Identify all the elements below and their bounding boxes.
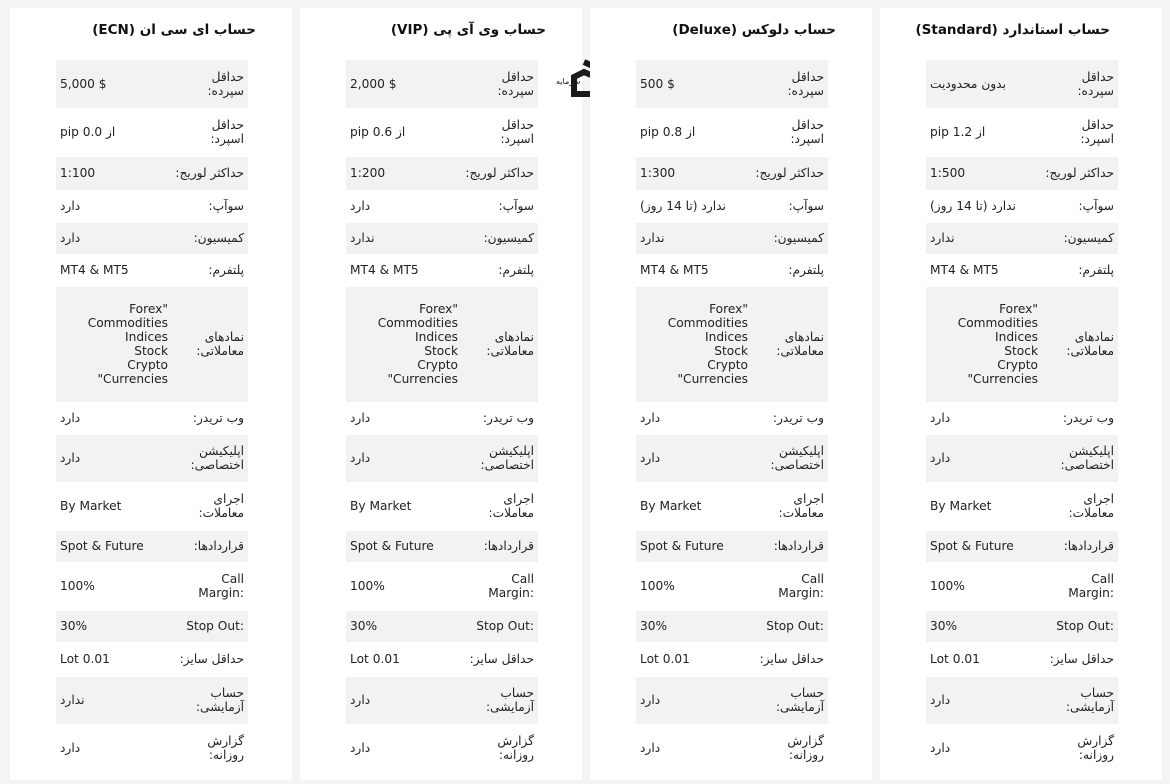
- account-spec-table: [56, 60, 248, 773]
- account-spec-table: [926, 60, 1118, 773]
- commission-value: ندارد: [346, 222, 458, 254]
- min-deposit-value: بدون محدودیت: [926, 60, 1038, 108]
- stop-out-value: 30%: [56, 610, 168, 642]
- table-row: [56, 254, 248, 286]
- table-row: [636, 60, 828, 108]
- platform-value: MT4 & MT5: [346, 254, 458, 286]
- max-leverage-value: 1:300: [636, 156, 748, 190]
- min-size-label: حداقل سایز:: [748, 642, 828, 676]
- commission-value: دارد: [56, 222, 168, 254]
- min-deposit-value: 5,000 $: [56, 60, 168, 108]
- account-card-vip: [300, 8, 582, 780]
- table-row: [926, 402, 1118, 434]
- table-row: [636, 434, 828, 482]
- table-row: [636, 254, 828, 286]
- web-trader-label: وب تریدر:: [458, 402, 538, 434]
- table-row: [926, 530, 1118, 562]
- min-deposit-value: 500 $: [636, 60, 748, 108]
- stop-out-label: Stop Out:: [458, 610, 538, 642]
- app-label: اپلیکیشن اختصاصی:: [1038, 434, 1118, 482]
- table-row: [636, 156, 828, 190]
- table-row: [926, 254, 1118, 286]
- commission-value: ندارد: [926, 222, 1038, 254]
- table-row: [56, 676, 248, 724]
- daily-report-label: گزارش روزانه:: [1038, 724, 1118, 772]
- table-row: [56, 562, 248, 610]
- swap-label: سوآپ:: [1038, 190, 1118, 222]
- table-row: [56, 222, 248, 254]
- table-row: [56, 190, 248, 222]
- daily-report-value: دارد: [56, 724, 168, 772]
- swap-value: ندارد (تا 14 روز): [926, 190, 1038, 222]
- swap-value: دارد: [346, 190, 458, 222]
- table-row: [636, 222, 828, 254]
- web-trader-label: وب تریدر:: [168, 402, 248, 434]
- margin-call-label: Call Margin:: [1038, 562, 1118, 610]
- account-title: حساب استاندارد (Standard): [915, 22, 1110, 38]
- max-leverage-value: 1:200: [346, 156, 458, 190]
- max-leverage-label: حداکثر لوریج:: [458, 156, 538, 190]
- symbols-label: نمادهای معاملاتی:: [458, 286, 538, 402]
- table-row: [926, 642, 1118, 676]
- min-size-label: حداقل سایز:: [458, 642, 538, 676]
- execution-label: اجرای معاملات:: [168, 482, 248, 530]
- swap-label: سوآپ:: [168, 190, 248, 222]
- margin-call-label: Call Margin:: [458, 562, 538, 610]
- demo-value: دارد: [346, 676, 458, 724]
- min-spread-label: حداقل اسپرد:: [748, 108, 828, 156]
- swap-value: دارد: [56, 190, 168, 222]
- web-trader-label: وب تریدر:: [748, 402, 828, 434]
- table-row: [56, 482, 248, 530]
- demo-label: حساب آزمایشی:: [458, 676, 538, 724]
- table-row: [346, 156, 538, 190]
- table-row: [346, 642, 538, 676]
- platform-value: MT4 & MT5: [636, 254, 748, 286]
- platform-value: MT4 & MT5: [56, 254, 168, 286]
- commission-label: کمیسیون:: [1038, 222, 1118, 254]
- table-row: [926, 434, 1118, 482]
- table-row: [926, 562, 1118, 610]
- web-trader-value: دارد: [346, 402, 458, 434]
- contracts-value: Spot & Future: [636, 530, 748, 562]
- table-row: [636, 610, 828, 642]
- table-row: [926, 610, 1118, 642]
- contracts-value: Spot & Future: [926, 530, 1038, 562]
- min-size-value: 0.01 Lot: [346, 642, 458, 676]
- app-label: اپلیکیشن اختصاصی:: [458, 434, 538, 482]
- min-spread-value: از 0.6 pip: [346, 108, 458, 156]
- table-row: [636, 562, 828, 610]
- table-row: [346, 60, 538, 108]
- table-row: [636, 676, 828, 724]
- min-spread-value: از 1.2 pip: [926, 108, 1038, 156]
- symbols-value: Forex" Commodities Indices Stock Crypto "Currencies: [56, 286, 168, 402]
- table-row: [56, 108, 248, 156]
- margin-call-value: 100%: [636, 562, 748, 610]
- min-spread-value: از 0.8 pip: [636, 108, 748, 156]
- symbols-label: نمادهای معاملاتی:: [748, 286, 828, 402]
- web-trader-value: دارد: [926, 402, 1038, 434]
- app-value: دارد: [636, 434, 748, 482]
- execution-value: By Market: [636, 482, 748, 530]
- commission-label: کمیسیون:: [168, 222, 248, 254]
- daily-report-label: گزارش روزانه:: [458, 724, 538, 772]
- min-spread-label: حداقل اسپرد:: [458, 108, 538, 156]
- table-row: [346, 254, 538, 286]
- web-trader-value: دارد: [56, 402, 168, 434]
- table-row: [926, 156, 1118, 190]
- stop-out-label: Stop Out:: [748, 610, 828, 642]
- table-row: [56, 286, 248, 402]
- platform-label: پلتفرم:: [1038, 254, 1118, 286]
- stop-out-value: 30%: [926, 610, 1038, 642]
- table-row: [56, 434, 248, 482]
- swap-label: سوآپ:: [458, 190, 538, 222]
- daily-report-label: گزارش روزانه:: [748, 724, 828, 772]
- execution-label: اجرای معاملات:: [748, 482, 828, 530]
- table-row: [346, 402, 538, 434]
- margin-call-label: Call Margin:: [748, 562, 828, 610]
- table-row: [346, 562, 538, 610]
- table-row: [346, 190, 538, 222]
- app-value: دارد: [926, 434, 1038, 482]
- table-row: [56, 610, 248, 642]
- contracts-value: Spot & Future: [346, 530, 458, 562]
- table-row: [56, 724, 248, 772]
- min-deposit-label: حداقل سپرده:: [748, 60, 828, 108]
- platform-value: MT4 & MT5: [926, 254, 1038, 286]
- min-deposit-label: حداقل سپرده:: [1038, 60, 1118, 108]
- min-deposit-value: 2,000 $: [346, 60, 458, 108]
- table-row: [926, 724, 1118, 772]
- app-value: دارد: [346, 434, 458, 482]
- commission-value: ندارد: [636, 222, 748, 254]
- symbols-value: Forex" Commodities Indices Stock Crypto "Currencies: [926, 286, 1038, 402]
- table-row: [346, 724, 538, 772]
- table-row: [636, 108, 828, 156]
- table-row: [56, 642, 248, 676]
- max-leverage-label: حداکثر لوریج:: [748, 156, 828, 190]
- table-row: [636, 286, 828, 402]
- account-spec-table: [346, 60, 538, 773]
- table-row: [346, 482, 538, 530]
- table-row: [346, 530, 538, 562]
- app-value: دارد: [56, 434, 168, 482]
- table-row: [346, 434, 538, 482]
- margin-call-value: 100%: [346, 562, 458, 610]
- table-row: [56, 402, 248, 434]
- demo-label: حساب آزمایشی:: [168, 676, 248, 724]
- contracts-value: Spot & Future: [56, 530, 168, 562]
- min-size-label: حداقل سایز:: [168, 642, 248, 676]
- account-title: حساب وی آی پی (VIP): [390, 22, 546, 38]
- min-size-value: 0.01 Lot: [56, 642, 168, 676]
- swap-label: سوآپ:: [748, 190, 828, 222]
- account-spec-table: [636, 60, 828, 773]
- app-label: اپلیکیشن اختصاصی:: [748, 434, 828, 482]
- daily-report-label: گزارش روزانه:: [168, 724, 248, 772]
- symbols-value: Forex" Commodities Indices Stock Crypto "Currencies: [636, 286, 748, 402]
- account-card-standard: [880, 8, 1162, 780]
- table-row: [926, 108, 1118, 156]
- min-size-label: حداقل سایز:: [1038, 642, 1118, 676]
- platform-label: پلتفرم:: [748, 254, 828, 286]
- min-spread-label: حداقل اسپرد:: [168, 108, 248, 156]
- table-row: [346, 222, 538, 254]
- contracts-label: قراردادها:: [1038, 530, 1118, 562]
- table-row: [926, 286, 1118, 402]
- web-trader-value: دارد: [636, 402, 748, 434]
- execution-value: By Market: [56, 482, 168, 530]
- margin-call-value: 100%: [56, 562, 168, 610]
- account-card-deluxe: [590, 8, 872, 780]
- demo-value: دارد: [926, 676, 1038, 724]
- demo-value: دارد: [636, 676, 748, 724]
- contracts-label: قراردادها:: [748, 530, 828, 562]
- platform-label: پلتفرم:: [458, 254, 538, 286]
- contracts-label: قراردادها:: [458, 530, 538, 562]
- contracts-label: قراردادها:: [168, 530, 248, 562]
- stop-out-label: Stop Out:: [1038, 610, 1118, 642]
- table-row: [346, 286, 538, 402]
- table-row: [56, 156, 248, 190]
- table-row: [346, 108, 538, 156]
- commission-label: کمیسیون:: [458, 222, 538, 254]
- app-label: اپلیکیشن اختصاصی:: [168, 434, 248, 482]
- table-row: [346, 610, 538, 642]
- min-spread-label: حداقل اسپرد:: [1038, 108, 1118, 156]
- min-deposit-label: حداقل سپرده:: [168, 60, 248, 108]
- account-title: حساب دلوکس (Deluxe): [672, 22, 836, 38]
- logo-text: سرمایه: [556, 77, 581, 86]
- symbols-label: نمادهای معاملاتی:: [168, 286, 248, 402]
- daily-report-value: دارد: [636, 724, 748, 772]
- max-leverage-label: حداکثر لوریج:: [168, 156, 248, 190]
- margin-call-value: 100%: [926, 562, 1038, 610]
- demo-value: ندارد: [56, 676, 168, 724]
- table-row: [56, 530, 248, 562]
- symbols-value: Forex" Commodities Indices Stock Crypto "Currencies: [346, 286, 458, 402]
- table-row: [636, 530, 828, 562]
- table-row: [636, 482, 828, 530]
- table-row: [636, 190, 828, 222]
- commission-label: کمیسیون:: [748, 222, 828, 254]
- demo-label: حساب آزمایشی:: [1038, 676, 1118, 724]
- daily-report-value: دارد: [926, 724, 1038, 772]
- table-row: [636, 724, 828, 772]
- symbols-label: نمادهای معاملاتی:: [1038, 286, 1118, 402]
- execution-label: اجرای معاملات:: [1038, 482, 1118, 530]
- margin-call-label: Call Margin:: [168, 562, 248, 610]
- min-size-value: 0.01 Lot: [926, 642, 1038, 676]
- max-leverage-value: 1:100: [56, 156, 168, 190]
- table-row: [636, 402, 828, 434]
- stop-out-value: 30%: [346, 610, 458, 642]
- table-row: [926, 190, 1118, 222]
- account-card-ecn: [10, 8, 292, 780]
- table-row: [346, 676, 538, 724]
- max-leverage-value: 1:500: [926, 156, 1038, 190]
- daily-report-value: دارد: [346, 724, 458, 772]
- platform-label: پلتفرم:: [168, 254, 248, 286]
- min-deposit-label: حداقل سپرده:: [458, 60, 538, 108]
- table-row: [926, 482, 1118, 530]
- max-leverage-label: حداکثر لوریج:: [1038, 156, 1118, 190]
- table-row: [636, 642, 828, 676]
- table-row: [926, 222, 1118, 254]
- execution-label: اجرای معاملات:: [458, 482, 538, 530]
- demo-label: حساب آزمایشی:: [748, 676, 828, 724]
- table-row: [926, 676, 1118, 724]
- account-title: حساب ای سی ان (ECN): [92, 22, 256, 38]
- min-spread-value: از 0.0 pip: [56, 108, 168, 156]
- table-row: [56, 60, 248, 108]
- stop-out-value: 30%: [636, 610, 748, 642]
- execution-value: By Market: [346, 482, 458, 530]
- min-size-value: 0.01 Lot: [636, 642, 748, 676]
- stop-out-label: Stop Out:: [168, 610, 248, 642]
- swap-value: ندارد (تا 14 روز): [636, 190, 748, 222]
- execution-value: By Market: [926, 482, 1038, 530]
- web-trader-label: وب تریدر:: [1038, 402, 1118, 434]
- table-row: [926, 60, 1118, 108]
